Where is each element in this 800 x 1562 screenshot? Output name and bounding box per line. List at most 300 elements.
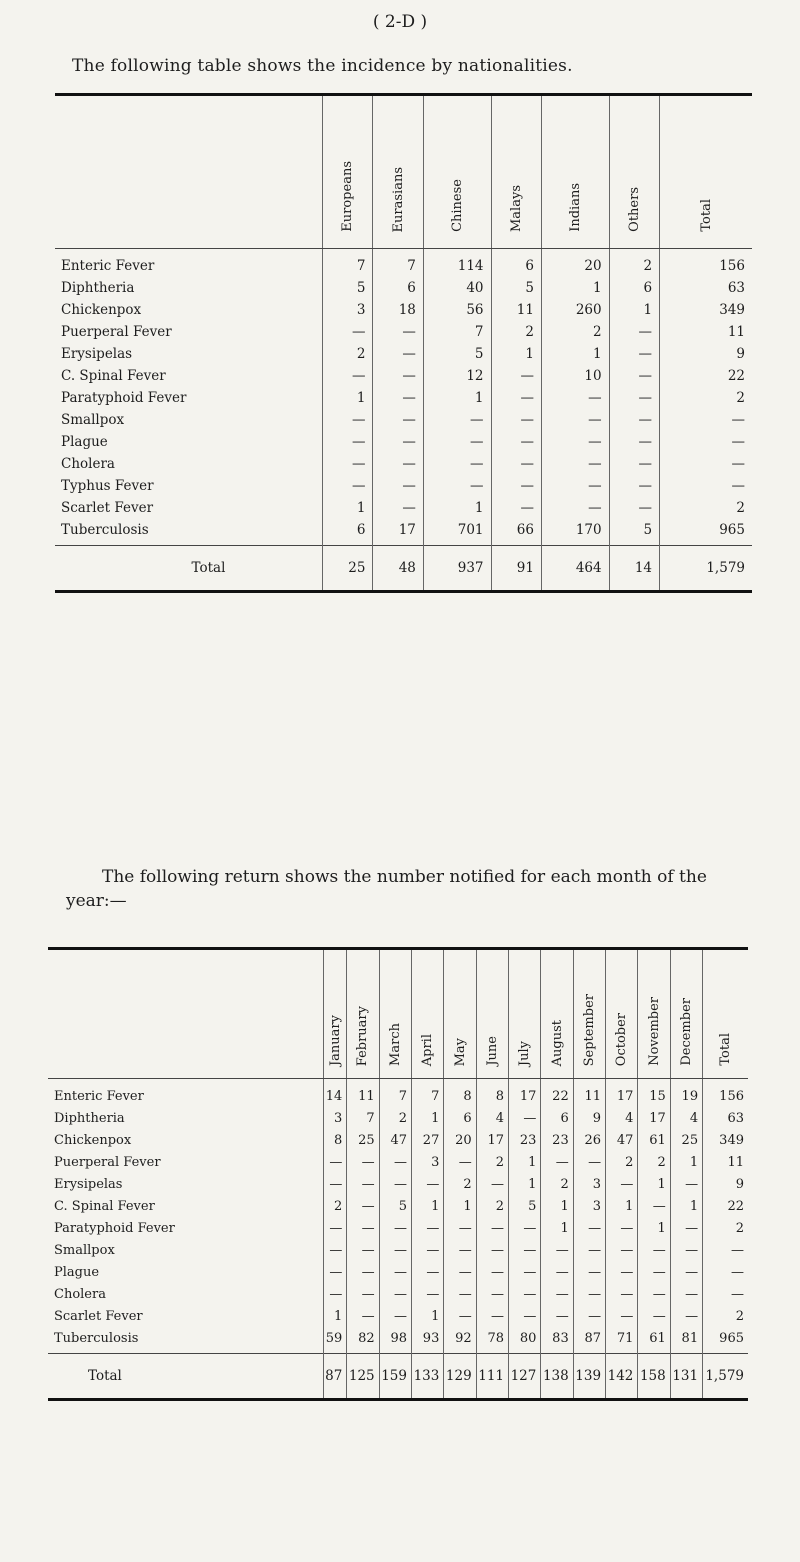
- cell-november: 1: [638, 1217, 670, 1239]
- cell-europeans: —: [323, 321, 373, 343]
- cell-indians: 260: [541, 299, 609, 321]
- row-label-header: [55, 95, 323, 249]
- cell-december: 1: [670, 1195, 702, 1217]
- cell-november: —: [638, 1195, 670, 1217]
- cell-europeans: 5: [323, 277, 373, 299]
- cell-total: 9: [660, 343, 752, 365]
- cell-chinese: 12: [423, 365, 491, 387]
- cell-october: 1: [606, 1195, 638, 1217]
- column-header-label: Indians: [567, 183, 583, 232]
- cell-august: —: [541, 1239, 573, 1261]
- column-header-july: [509, 949, 541, 1079]
- cell-march: 47: [379, 1129, 411, 1151]
- cell-july: —: [509, 1305, 541, 1327]
- cell-june: 2: [476, 1151, 508, 1173]
- cell-january: 14: [324, 1079, 347, 1108]
- cell-others: —: [609, 387, 659, 409]
- cell-malays: —: [491, 387, 541, 409]
- cell-november: —: [638, 1305, 670, 1327]
- cell-december: 1: [670, 1151, 702, 1173]
- column-header-label: February: [355, 1005, 371, 1066]
- column-header-march: [379, 949, 411, 1079]
- cell-september: —: [573, 1305, 605, 1327]
- cell-july: 5: [509, 1195, 541, 1217]
- cell-december: —: [670, 1239, 702, 1261]
- cell-june: —: [476, 1305, 508, 1327]
- cell-europeans: 1: [323, 497, 373, 519]
- table-row: [55, 365, 752, 387]
- cell-eurasians: —: [373, 497, 423, 519]
- cell-eurasians: —: [373, 431, 423, 453]
- cell-january: 1: [324, 1305, 347, 1327]
- table-row: [55, 299, 752, 321]
- page-number: ( 2-D ): [372, 12, 428, 32]
- cell-august: 23: [541, 1129, 573, 1151]
- cell-february: —: [347, 1151, 379, 1173]
- cell-chinese: 114: [423, 249, 491, 278]
- cell-malays: —: [491, 365, 541, 387]
- cell-march: 98: [379, 1327, 411, 1354]
- row-label-scarlet-fever: Scarlet Fever: [54, 1308, 143, 1324]
- cell-indians: —: [541, 431, 609, 453]
- total-cell-february: 125: [347, 1354, 379, 1400]
- cell-july: —: [509, 1217, 541, 1239]
- cell-total: 156: [660, 249, 752, 278]
- row-label-plague: Plague: [54, 1264, 100, 1280]
- cell-may: —: [444, 1239, 476, 1261]
- column-header-april: [412, 949, 444, 1079]
- cell-february: —: [347, 1261, 379, 1283]
- cell-indians: —: [541, 387, 609, 409]
- total-cell-august: 138: [541, 1354, 573, 1400]
- cell-february: 11: [347, 1079, 379, 1108]
- cell-total: —: [660, 475, 752, 497]
- cell-june: —: [476, 1217, 508, 1239]
- cell-eurasians: —: [373, 453, 423, 475]
- column-header-label: Total: [718, 1033, 734, 1066]
- cell-september: —: [573, 1261, 605, 1283]
- months-table: [48, 947, 748, 1401]
- cell-total: 965: [660, 519, 752, 546]
- intro-months: The following return shows the number notified for each month of the year:—: [66, 867, 707, 911]
- cell-july: 1: [509, 1151, 541, 1173]
- cell-july: —: [509, 1239, 541, 1261]
- cell-november: —: [638, 1261, 670, 1283]
- cell-chinese: —: [423, 409, 491, 431]
- cell-january: —: [324, 1151, 347, 1173]
- row-label-c-spinal-fever: C. Spinal Fever: [61, 368, 166, 384]
- column-header-label: September: [581, 993, 597, 1066]
- cell-malays: —: [491, 431, 541, 453]
- cell-october: —: [606, 1283, 638, 1305]
- table-row: [48, 1217, 748, 1239]
- total-cell-others: 14: [609, 546, 659, 592]
- cell-june: 17: [476, 1129, 508, 1151]
- cell-august: —: [541, 1305, 573, 1327]
- cell-april: 1: [412, 1305, 444, 1327]
- cell-october: 71: [606, 1327, 638, 1354]
- cell-may: 20: [444, 1129, 476, 1151]
- row-label-diphtheria: Diphtheria: [54, 1110, 125, 1126]
- cell-chinese: 7: [423, 321, 491, 343]
- cell-malays: 66: [491, 519, 541, 546]
- cell-october: 47: [606, 1129, 638, 1151]
- cell-september: 26: [573, 1129, 605, 1151]
- cell-october: 4: [606, 1107, 638, 1129]
- cell-total: 11: [660, 321, 752, 343]
- cell-august: 2: [541, 1173, 573, 1195]
- column-header-may: [444, 949, 476, 1079]
- cell-may: —: [444, 1305, 476, 1327]
- cell-indians: 1: [541, 277, 609, 299]
- cell-may: 92: [444, 1327, 476, 1354]
- table-row: [55, 409, 752, 431]
- cell-february: 25: [347, 1129, 379, 1151]
- cell-others: 2: [609, 249, 659, 278]
- cell-september: 3: [573, 1173, 605, 1195]
- cell-august: —: [541, 1151, 573, 1173]
- column-header-label: Others: [626, 187, 642, 232]
- cell-october: —: [606, 1173, 638, 1195]
- total-row: [55, 546, 752, 592]
- table-row: [48, 1195, 748, 1217]
- row-label-header: [48, 949, 324, 1079]
- cell-eurasians: 17: [373, 519, 423, 546]
- cell-june: 4: [476, 1107, 508, 1129]
- cell-total: 2: [703, 1217, 748, 1239]
- cell-february: —: [347, 1195, 379, 1217]
- table-row: [55, 249, 752, 278]
- cell-chinese: 5: [423, 343, 491, 365]
- cell-march: —: [379, 1283, 411, 1305]
- cell-others: —: [609, 431, 659, 453]
- cell-april: —: [412, 1217, 444, 1239]
- cell-total: —: [703, 1239, 748, 1261]
- cell-europeans: 7: [323, 249, 373, 278]
- cell-august: —: [541, 1261, 573, 1283]
- cell-indians: 20: [541, 249, 609, 278]
- cell-february: 7: [347, 1107, 379, 1129]
- cell-november: 61: [638, 1327, 670, 1354]
- table-row: [48, 1151, 748, 1173]
- column-header-label: March: [387, 1023, 403, 1066]
- column-header-chinese: [423, 95, 491, 249]
- column-header-label: Europeans: [340, 161, 356, 232]
- cell-indians: —: [541, 475, 609, 497]
- cell-january: 59: [324, 1327, 347, 1354]
- row-label-scarlet-fever: Scarlet Fever: [61, 500, 154, 516]
- row-label-smallpox: Smallpox: [61, 412, 125, 428]
- cell-chinese: 40: [423, 277, 491, 299]
- column-header-europeans: [323, 95, 373, 249]
- cell-eurasians: —: [373, 365, 423, 387]
- total-cell-july: 127: [509, 1354, 541, 1400]
- cell-total: 349: [703, 1129, 748, 1151]
- cell-november: 61: [638, 1129, 670, 1151]
- total-label: Total: [55, 546, 323, 592]
- cell-november: 2: [638, 1151, 670, 1173]
- table-row: [48, 1283, 748, 1305]
- cell-january: —: [324, 1261, 347, 1283]
- column-header-others: [609, 95, 659, 249]
- row-label-paratyphoid-fever: Paratyphoid Fever: [54, 1220, 175, 1236]
- cell-august: 1: [541, 1217, 573, 1239]
- cell-december: 4: [670, 1107, 702, 1129]
- row-label-tuberculosis: Tuberculosis: [61, 522, 149, 538]
- row-label-smallpox: Smallpox: [54, 1242, 115, 1258]
- column-header-label: November: [646, 997, 662, 1066]
- cell-october: —: [606, 1305, 638, 1327]
- cell-october: 17: [606, 1079, 638, 1108]
- column-header-label: January: [327, 1014, 343, 1066]
- column-header-label: December: [678, 998, 694, 1066]
- cell-april: 93: [412, 1327, 444, 1354]
- column-header-malays: [491, 95, 541, 249]
- column-header-october: [606, 949, 638, 1079]
- cell-december: 25: [670, 1129, 702, 1151]
- cell-indians: —: [541, 453, 609, 475]
- cell-total: —: [703, 1261, 748, 1283]
- cell-total: 63: [660, 277, 752, 299]
- table-row: [48, 1327, 748, 1354]
- row-label-paratyphoid-fever: Paratyphoid Fever: [61, 390, 187, 406]
- total-cell-november: 158: [638, 1354, 670, 1400]
- cell-total: —: [660, 453, 752, 475]
- column-header-february: [347, 949, 379, 1079]
- cell-march: 5: [379, 1195, 411, 1217]
- cell-september: 87: [573, 1327, 605, 1354]
- nationalities-header-row: [55, 95, 752, 249]
- cell-april: —: [412, 1283, 444, 1305]
- cell-total: 965: [703, 1327, 748, 1354]
- row-label-enteric-fever: Enteric Fever: [54, 1088, 144, 1104]
- column-header-label: Chinese: [449, 179, 465, 232]
- cell-malays: 6: [491, 249, 541, 278]
- column-header-label: June: [484, 1036, 500, 1066]
- months-header-row: [48, 949, 748, 1079]
- column-header-label: August: [549, 1019, 565, 1066]
- row-label-tuberculosis: Tuberculosis: [54, 1330, 139, 1346]
- cell-chinese: 1: [423, 387, 491, 409]
- cell-eurasians: —: [373, 321, 423, 343]
- total-cell-indians: 464: [541, 546, 609, 592]
- cell-malays: 5: [491, 277, 541, 299]
- table-row: [48, 1305, 748, 1327]
- row-label-chickenpox: Chickenpox: [54, 1132, 132, 1148]
- cell-europeans: 6: [323, 519, 373, 546]
- cell-others: 6: [609, 277, 659, 299]
- cell-chinese: 701: [423, 519, 491, 546]
- row-label-puerperal-fever: Puerperal Fever: [54, 1154, 161, 1170]
- row-label-erysipelas: Erysipelas: [54, 1176, 123, 1192]
- column-header-total: [660, 95, 752, 249]
- cell-malays: —: [491, 497, 541, 519]
- cell-april: —: [412, 1261, 444, 1283]
- total-cell-malays: 91: [491, 546, 541, 592]
- cell-total: 22: [703, 1195, 748, 1217]
- row-label-typhus-fever: Typhus Fever: [61, 478, 154, 494]
- cell-july: —: [509, 1283, 541, 1305]
- cell-malays: 1: [491, 343, 541, 365]
- cell-january: 8: [324, 1129, 347, 1151]
- cell-chinese: —: [423, 453, 491, 475]
- cell-indians: 170: [541, 519, 609, 546]
- table-row: [55, 497, 752, 519]
- cell-others: 5: [609, 519, 659, 546]
- cell-europeans: —: [323, 453, 373, 475]
- table-row: [55, 321, 752, 343]
- table-row: [48, 1173, 748, 1195]
- cell-europeans: —: [323, 431, 373, 453]
- cell-april: 3: [412, 1151, 444, 1173]
- cell-march: —: [379, 1217, 411, 1239]
- table-row: [48, 1261, 748, 1283]
- cell-total: 2: [703, 1305, 748, 1327]
- cell-march: —: [379, 1261, 411, 1283]
- cell-total: 349: [660, 299, 752, 321]
- cell-july: 1: [509, 1173, 541, 1195]
- cell-malays: —: [491, 409, 541, 431]
- cell-october: —: [606, 1261, 638, 1283]
- cell-march: 7: [379, 1079, 411, 1108]
- cell-others: —: [609, 453, 659, 475]
- cell-july: 23: [509, 1129, 541, 1151]
- cell-december: —: [670, 1261, 702, 1283]
- total-cell-europeans: 25: [323, 546, 373, 592]
- cell-january: —: [324, 1173, 347, 1195]
- total-cell-january: 87: [324, 1354, 347, 1400]
- row-label-chickenpox: Chickenpox: [61, 302, 142, 318]
- cell-december: 19: [670, 1079, 702, 1108]
- total-cell-october: 142: [606, 1354, 638, 1400]
- cell-january: 3: [324, 1107, 347, 1129]
- cell-march: —: [379, 1305, 411, 1327]
- cell-malays: —: [491, 453, 541, 475]
- row-label-diphtheria: Diphtheria: [61, 280, 135, 296]
- cell-december: —: [670, 1173, 702, 1195]
- cell-others: —: [609, 409, 659, 431]
- cell-april: 1: [412, 1107, 444, 1129]
- cell-june: 78: [476, 1327, 508, 1354]
- cell-others: 1: [609, 299, 659, 321]
- row-label-erysipelas: Erysipelas: [61, 346, 133, 362]
- column-header-label: Total: [698, 199, 714, 232]
- table-row: [48, 1107, 748, 1129]
- row-label-cholera: Cholera: [54, 1286, 106, 1302]
- cell-eurasians: —: [373, 409, 423, 431]
- cell-indians: —: [541, 409, 609, 431]
- cell-europeans: —: [323, 475, 373, 497]
- cell-november: 17: [638, 1107, 670, 1129]
- cell-june: —: [476, 1261, 508, 1283]
- cell-september: —: [573, 1283, 605, 1305]
- column-header-december: [670, 949, 702, 1079]
- cell-january: —: [324, 1239, 347, 1261]
- cell-december: 81: [670, 1327, 702, 1354]
- cell-may: 1: [444, 1195, 476, 1217]
- cell-august: 22: [541, 1079, 573, 1108]
- cell-total: —: [660, 409, 752, 431]
- cell-others: —: [609, 475, 659, 497]
- cell-february: —: [347, 1239, 379, 1261]
- cell-indians: —: [541, 497, 609, 519]
- cell-total: —: [703, 1283, 748, 1305]
- table-row: [48, 1079, 748, 1108]
- cell-september: 11: [573, 1079, 605, 1108]
- column-header-label: May: [452, 1037, 468, 1066]
- table-row: [55, 277, 752, 299]
- cell-march: —: [379, 1173, 411, 1195]
- cell-may: 2: [444, 1173, 476, 1195]
- total-cell-eurasians: 48: [373, 546, 423, 592]
- cell-april: —: [412, 1173, 444, 1195]
- row-label-puerperal-fever: Puerperal Fever: [61, 324, 172, 340]
- cell-december: —: [670, 1283, 702, 1305]
- cell-december: —: [670, 1305, 702, 1327]
- cell-november: 15: [638, 1079, 670, 1108]
- cell-may: —: [444, 1283, 476, 1305]
- cell-chinese: 56: [423, 299, 491, 321]
- cell-june: 8: [476, 1079, 508, 1108]
- column-header-label: Eurasians: [390, 166, 406, 232]
- cell-europeans: 1: [323, 387, 373, 409]
- cell-february: —: [347, 1305, 379, 1327]
- cell-april: 1: [412, 1195, 444, 1217]
- cell-december: —: [670, 1217, 702, 1239]
- cell-total: 22: [660, 365, 752, 387]
- total-row: [48, 1354, 748, 1400]
- column-header-label: July: [517, 1040, 533, 1066]
- total-label: Total: [48, 1354, 324, 1400]
- cell-february: 82: [347, 1327, 379, 1354]
- cell-europeans: 2: [323, 343, 373, 365]
- total-cell-june: 111: [476, 1354, 508, 1400]
- cell-september: —: [573, 1239, 605, 1261]
- cell-malays: —: [491, 475, 541, 497]
- cell-november: —: [638, 1283, 670, 1305]
- column-header-label: October: [614, 1012, 630, 1066]
- column-header-september: [573, 949, 605, 1079]
- total-cell-march: 159: [379, 1354, 411, 1400]
- column-header-august: [541, 949, 573, 1079]
- table-row: [55, 343, 752, 365]
- total-cell-may: 129: [444, 1354, 476, 1400]
- cell-total: 11: [703, 1151, 748, 1173]
- cell-total: 9: [703, 1173, 748, 1195]
- cell-europeans: 3: [323, 299, 373, 321]
- cell-others: —: [609, 497, 659, 519]
- cell-total: 156: [703, 1079, 748, 1108]
- column-header-eurasians: [373, 95, 423, 249]
- cell-indians: 1: [541, 343, 609, 365]
- cell-july: 80: [509, 1327, 541, 1354]
- cell-august: 1: [541, 1195, 573, 1217]
- cell-total: 63: [703, 1107, 748, 1129]
- row-label-enteric-fever: Enteric Fever: [61, 258, 155, 274]
- cell-september: 3: [573, 1195, 605, 1217]
- cell-july: —: [509, 1261, 541, 1283]
- cell-september: 9: [573, 1107, 605, 1129]
- column-header-label: April: [420, 1033, 436, 1066]
- intro-nationalities: The following table shows the incidence by nationalities.: [72, 56, 573, 76]
- cell-october: —: [606, 1239, 638, 1261]
- cell-november: 1: [638, 1173, 670, 1195]
- cell-others: —: [609, 365, 659, 387]
- cell-indians: 10: [541, 365, 609, 387]
- cell-indians: 2: [541, 321, 609, 343]
- cell-others: —: [609, 343, 659, 365]
- cell-june: —: [476, 1173, 508, 1195]
